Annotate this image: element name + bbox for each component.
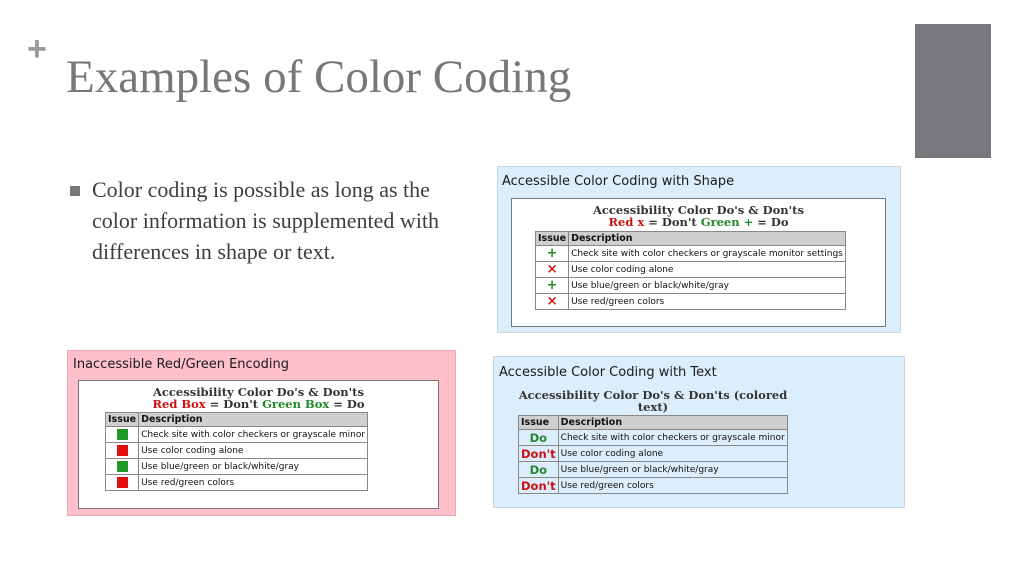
issue-cell bbox=[106, 427, 139, 443]
figure-heading: Accessibility Color Do's & Don'ts bbox=[153, 385, 364, 399]
issue-description: Check site with color checkers or grayscale monitor settings bbox=[569, 246, 846, 262]
x-icon: × bbox=[536, 294, 569, 310]
green-box-icon bbox=[117, 461, 128, 472]
figure-box bbox=[511, 198, 886, 327]
issue-description: Use red/green colors bbox=[569, 294, 846, 310]
issue-description: Use blue/green or black/white/gray bbox=[558, 462, 787, 478]
column-header: Description bbox=[558, 416, 787, 430]
issue-description: Use color coding alone bbox=[569, 262, 846, 278]
issue-word: Don't bbox=[519, 478, 559, 494]
table-row bbox=[536, 246, 846, 262]
red-box-icon bbox=[117, 477, 128, 488]
table-row bbox=[106, 427, 368, 443]
bullet-text: Color coding is possible as long as the color information is supplemented with differences in shape or text. bbox=[92, 177, 440, 264]
green-box-icon bbox=[117, 429, 128, 440]
red-green-table bbox=[105, 412, 368, 491]
plus-icon: + bbox=[27, 30, 47, 68]
panel-title: Inaccessible Red/Green Encoding bbox=[73, 357, 289, 372]
table-row bbox=[519, 478, 788, 494]
issue-description: Check site with color checkers or grayscale minor bbox=[558, 430, 787, 446]
column-header: Issue bbox=[519, 416, 559, 430]
figure-legend: Red x = Don't Green + = Do bbox=[608, 215, 789, 229]
red-green-example-panel bbox=[67, 350, 456, 516]
issue-description: Use color coding alone bbox=[139, 443, 368, 459]
x-icon: × bbox=[536, 262, 569, 278]
issue-cell bbox=[106, 459, 139, 475]
text-table bbox=[518, 415, 788, 494]
red-box-icon bbox=[117, 445, 128, 456]
table-row bbox=[536, 262, 846, 278]
issue-word: Don't bbox=[519, 446, 559, 462]
plus-icon: + bbox=[536, 278, 569, 294]
table-row bbox=[536, 294, 846, 310]
figure-legend: Red Box = Don't Green Box = Do bbox=[152, 397, 365, 411]
table-row bbox=[519, 446, 788, 462]
table-row bbox=[536, 278, 846, 294]
figure-box bbox=[78, 380, 439, 509]
panel-title: Accessible Color Coding with Shape bbox=[502, 174, 735, 189]
issue-word: Do bbox=[519, 430, 559, 446]
table-row bbox=[106, 475, 368, 491]
table-row bbox=[106, 459, 368, 475]
column-header: Issue bbox=[536, 232, 569, 246]
column-header: Issue bbox=[106, 413, 139, 427]
issue-word: Do bbox=[519, 462, 559, 478]
table-row bbox=[519, 430, 788, 446]
column-header: Description bbox=[569, 232, 846, 246]
text-example-panel bbox=[493, 356, 905, 508]
square-bullet-icon bbox=[70, 186, 80, 196]
panel-title: Accessible Color Coding with Text bbox=[499, 365, 717, 380]
slide-title: Examples of Color Coding bbox=[66, 51, 572, 103]
accent-block bbox=[915, 24, 991, 158]
table-row bbox=[519, 462, 788, 478]
shape-example-panel bbox=[497, 166, 901, 333]
shape-table bbox=[535, 231, 846, 310]
column-header: Description bbox=[139, 413, 368, 427]
issue-description: Use color coding alone bbox=[558, 446, 787, 462]
issue-description: Use blue/green or black/white/gray bbox=[139, 459, 368, 475]
issue-cell bbox=[106, 443, 139, 459]
figure-heading: Accessibility Color Do's & Don'ts (colored text) bbox=[518, 388, 788, 414]
issue-cell bbox=[106, 475, 139, 491]
figure-heading: Accessibility Color Do's & Don'ts bbox=[593, 203, 804, 217]
table-row bbox=[106, 443, 368, 459]
issue-description: Check site with color checkers or grayscale minor bbox=[139, 427, 368, 443]
issue-description: Use red/green colors bbox=[558, 478, 787, 494]
issue-description: Use red/green colors bbox=[139, 475, 368, 491]
plus-icon: + bbox=[536, 246, 569, 262]
issue-description: Use blue/green or black/white/gray bbox=[569, 278, 846, 294]
